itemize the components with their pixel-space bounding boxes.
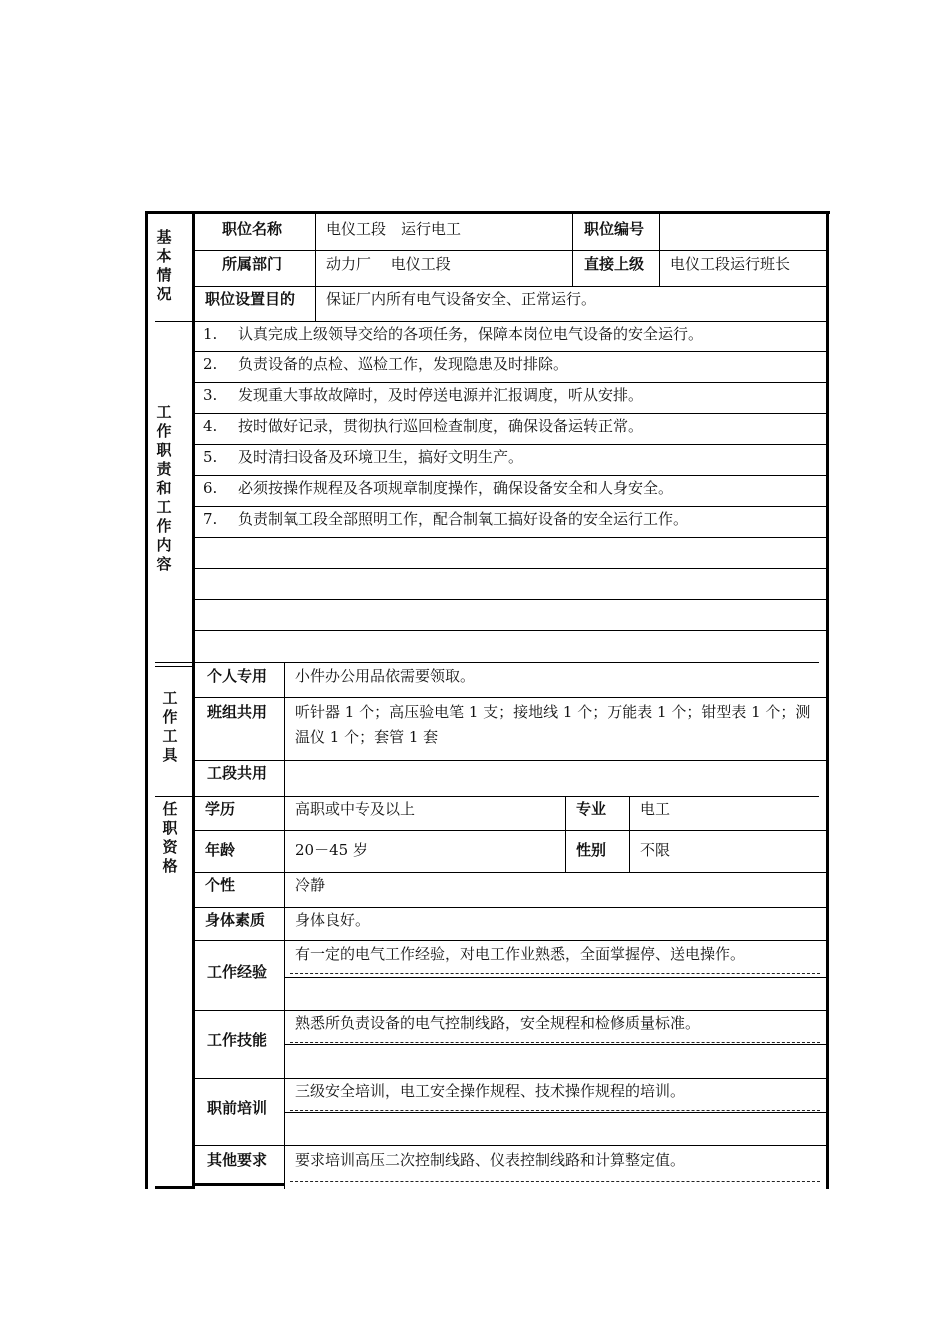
col-line — [659, 213, 660, 287]
purpose-label: 职位设置目的 — [205, 290, 296, 308]
other-value: 要求培训高压二次控制线路、仪表控制线路和计算整定值。 — [295, 1151, 686, 1169]
duty-num: 5. — [203, 448, 218, 466]
row-line — [194, 413, 826, 414]
dashed-line — [290, 1042, 820, 1043]
table-border-top — [145, 211, 830, 214]
row-line — [194, 830, 826, 831]
section-label-qualifications: 任职资格 — [162, 800, 178, 875]
row-line — [194, 697, 826, 698]
section-sep — [155, 796, 819, 797]
dashed-line — [290, 1181, 820, 1182]
section-sep — [155, 666, 195, 667]
section-label-tools: 工作工具 — [162, 689, 178, 764]
duty-num: 4. — [203, 417, 218, 435]
age-label: 年龄 — [205, 841, 236, 859]
duty-num: 2. — [203, 355, 218, 373]
row-line — [194, 907, 826, 908]
row-line — [194, 537, 826, 538]
row-line — [194, 760, 826, 761]
col-line — [565, 797, 566, 873]
position-name-label: 职位名称 — [222, 220, 283, 238]
table-border-bottom — [155, 1186, 195, 1189]
duty-text: 必须按操作规程及各项规章制度操作，确保设备安全和人身安全。 — [238, 479, 674, 497]
major-value: 电工 — [640, 800, 671, 818]
position-code-label: 职位编号 — [584, 220, 645, 238]
row-line — [285, 977, 826, 978]
col-line — [284, 663, 285, 1189]
duty-num: 7. — [203, 510, 218, 528]
physical-value: 身体良好。 — [295, 911, 371, 929]
duty-text: 认真完成上级领导交给的各项任务，保障本岗位电气设备的安全运行。 — [238, 325, 704, 343]
row-line — [194, 475, 826, 476]
duty-text: 发现重大事故故障时，及时停送电源并汇报调度，听从安排。 — [238, 386, 644, 404]
row-line — [194, 1010, 826, 1011]
tools-personal-value: 小件办公用品依需要领取。 — [295, 667, 476, 685]
section-sep — [155, 662, 819, 663]
dashed-line — [290, 973, 820, 974]
row-line — [285, 1112, 826, 1113]
table-border-left — [145, 211, 148, 1189]
major-label: 专业 — [576, 800, 607, 818]
row-line — [194, 382, 826, 383]
position-name-value: 电仪工段 运行电工 — [326, 220, 462, 238]
row-line — [194, 630, 826, 631]
row-line — [194, 940, 826, 941]
tools-section-label: 工段共用 — [207, 764, 268, 782]
department-label: 所属部门 — [222, 255, 283, 273]
dashed-line — [290, 1110, 820, 1111]
row-line — [194, 351, 826, 352]
duty-text: 按时做好记录，贯彻执行巡回检查制度，确保设备运转正常。 — [238, 417, 644, 435]
duty-num: 1. — [203, 325, 218, 343]
row-line — [194, 1078, 826, 1079]
gender-label: 性别 — [576, 841, 607, 859]
supervisor-label: 直接上级 — [584, 255, 645, 273]
section-label-duties: 工作职责和工作内容 — [156, 403, 172, 573]
training-label: 职前培训 — [207, 1099, 268, 1117]
supervisor-value: 电仪工段运行班长 — [670, 255, 791, 273]
row-line — [285, 1044, 826, 1045]
section-divider — [192, 211, 195, 1189]
row-line — [194, 250, 826, 251]
training-value: 三级安全培训，电工安全操作规程、技术操作规程的培训。 — [295, 1082, 686, 1100]
row-line — [194, 872, 826, 873]
duty-text: 负责设备的点检、巡检工作，发现隐患及时排除。 — [238, 355, 569, 373]
purpose-value: 保证厂内所有电气设备安全、正常运行。 — [326, 290, 597, 308]
row-line — [194, 444, 826, 445]
personality-label: 个性 — [205, 876, 236, 894]
duty-num: 6. — [203, 479, 218, 497]
duty-text: 负责制氧工段全部照明工作，配合制氧工搞好设备的安全运行工作。 — [238, 510, 689, 528]
tools-team-value: 听针器 1 个；高压验电笔 1 支；接地线 1 个；万能表 1 个；钳型表 1 个；测温仪 1 个；套管 1 套 — [295, 703, 811, 746]
skills-value: 熟悉所负责设备的电气控制线路，安全规程和检修质量标准。 — [295, 1014, 701, 1032]
physical-label: 身体素质 — [205, 911, 266, 929]
row-line — [194, 286, 826, 287]
experience-value: 有一定的电气工作经验，对电工作业熟悉，全面掌握停、送电操作。 — [295, 945, 746, 963]
other-label: 其他要求 — [207, 1151, 268, 1169]
age-value: 20－45 岁 — [295, 841, 368, 859]
table-border-right — [826, 211, 829, 1189]
row-line — [194, 506, 826, 507]
personality-value: 冷静 — [295, 876, 326, 894]
duty-text: 及时清扫设备及环境卫生，搞好文明生产。 — [238, 448, 524, 466]
experience-label: 工作经验 — [207, 963, 268, 981]
section-sep — [155, 321, 826, 322]
row-line — [194, 568, 826, 569]
table-border-bottom — [194, 1183, 285, 1186]
skills-label: 工作技能 — [207, 1031, 268, 1049]
tools-personal-label: 个人专用 — [207, 667, 268, 685]
gender-value: 不限 — [640, 841, 671, 859]
education-label: 学历 — [205, 800, 236, 818]
row-line — [194, 599, 826, 600]
duty-num: 3. — [203, 386, 218, 404]
col-line — [629, 797, 630, 873]
section-label-basic: 基本情况 — [156, 228, 172, 303]
row-line — [194, 1145, 826, 1146]
department-value: 动力厂 电仪工段 — [326, 255, 451, 273]
col-line — [315, 213, 316, 322]
education-value: 高职或中专及以上 — [295, 800, 416, 818]
tools-team-label: 班组共用 — [207, 703, 268, 721]
col-line — [572, 213, 573, 287]
